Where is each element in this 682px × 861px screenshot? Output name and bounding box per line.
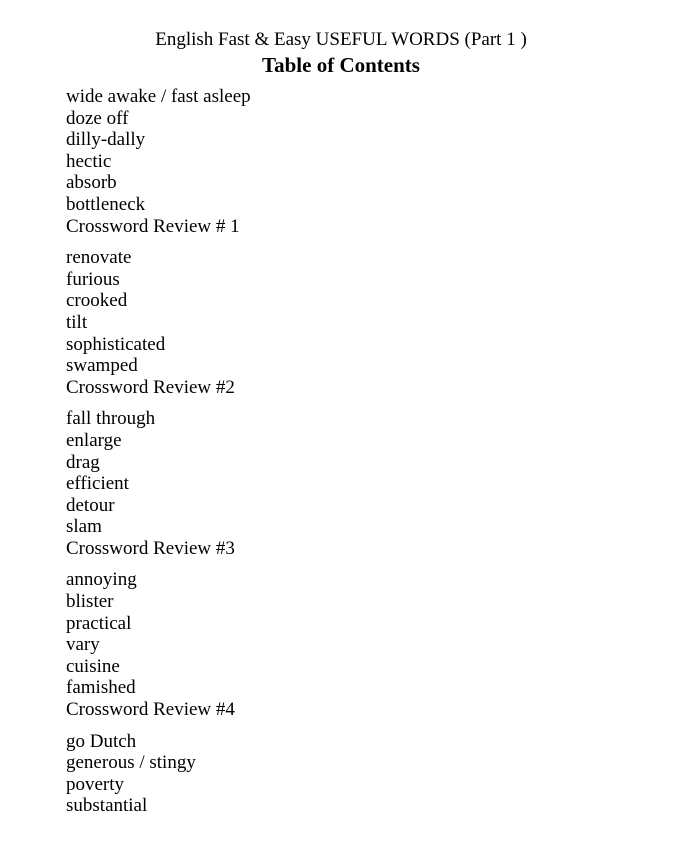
toc-entry-crossword-review[interactable]: Crossword Review # 1 xyxy=(66,215,240,237)
toc-entry[interactable]: tilt xyxy=(66,311,88,333)
toc-entry[interactable]: swamped xyxy=(66,355,138,377)
toc-entry[interactable]: famished xyxy=(66,677,136,699)
toc-entry[interactable]: absorb xyxy=(66,172,117,194)
toc-entry[interactable]: doze off xyxy=(66,107,129,129)
toc-entry[interactable]: practical xyxy=(66,612,132,634)
toc-group-4 xyxy=(66,569,626,720)
toc-entry[interactable]: wide awake / fast asleep xyxy=(66,86,251,107)
toc-entry[interactable]: go Dutch xyxy=(66,730,137,752)
toc-entry[interactable]: furious xyxy=(66,268,120,290)
toc-heading: Table of Contents xyxy=(262,53,420,77)
toc-entry[interactable]: cuisine xyxy=(66,655,120,677)
toc-entry[interactable]: bottleneck xyxy=(66,193,146,215)
toc-entry[interactable]: vary xyxy=(66,634,100,656)
toc-entry[interactable]: substantial xyxy=(66,795,148,817)
toc-entry[interactable]: drag xyxy=(66,451,100,473)
toc-entry[interactable]: annoying xyxy=(66,569,137,591)
toc-entry[interactable]: poverty xyxy=(66,773,125,795)
toc-entry[interactable]: blister xyxy=(66,591,114,613)
book-title: English Fast & Easy USEFUL WORDS (Part 1 ) xyxy=(155,29,527,50)
toc-entry[interactable]: sophisticated xyxy=(66,333,166,355)
toc-entry[interactable]: crooked xyxy=(66,290,128,312)
toc-group-1 xyxy=(66,86,626,237)
toc-entry[interactable]: enlarge xyxy=(66,429,122,451)
toc-group-5 xyxy=(66,731,626,817)
toc-entry-crossword-review[interactable]: Crossword Review #4 xyxy=(66,699,235,721)
toc-entry-crossword-review[interactable]: Crossword Review #2 xyxy=(66,376,235,398)
toc-entry-crossword-review[interactable]: Crossword Review #3 xyxy=(66,537,235,559)
table-of-contents xyxy=(66,86,626,827)
toc-entry[interactable]: slam xyxy=(66,516,102,538)
toc-entry[interactable]: renovate xyxy=(66,247,132,269)
toc-entry[interactable]: fall through xyxy=(66,408,156,430)
toc-entry[interactable]: efficient xyxy=(66,473,129,495)
toc-group-2 xyxy=(66,247,626,398)
toc-group-3 xyxy=(66,408,626,559)
toc-entry[interactable]: detour xyxy=(66,494,115,516)
toc-entry[interactable]: hectic xyxy=(66,150,112,172)
toc-entry[interactable]: dilly-dally xyxy=(66,129,146,151)
toc-entry[interactable]: generous / stingy xyxy=(66,752,196,774)
